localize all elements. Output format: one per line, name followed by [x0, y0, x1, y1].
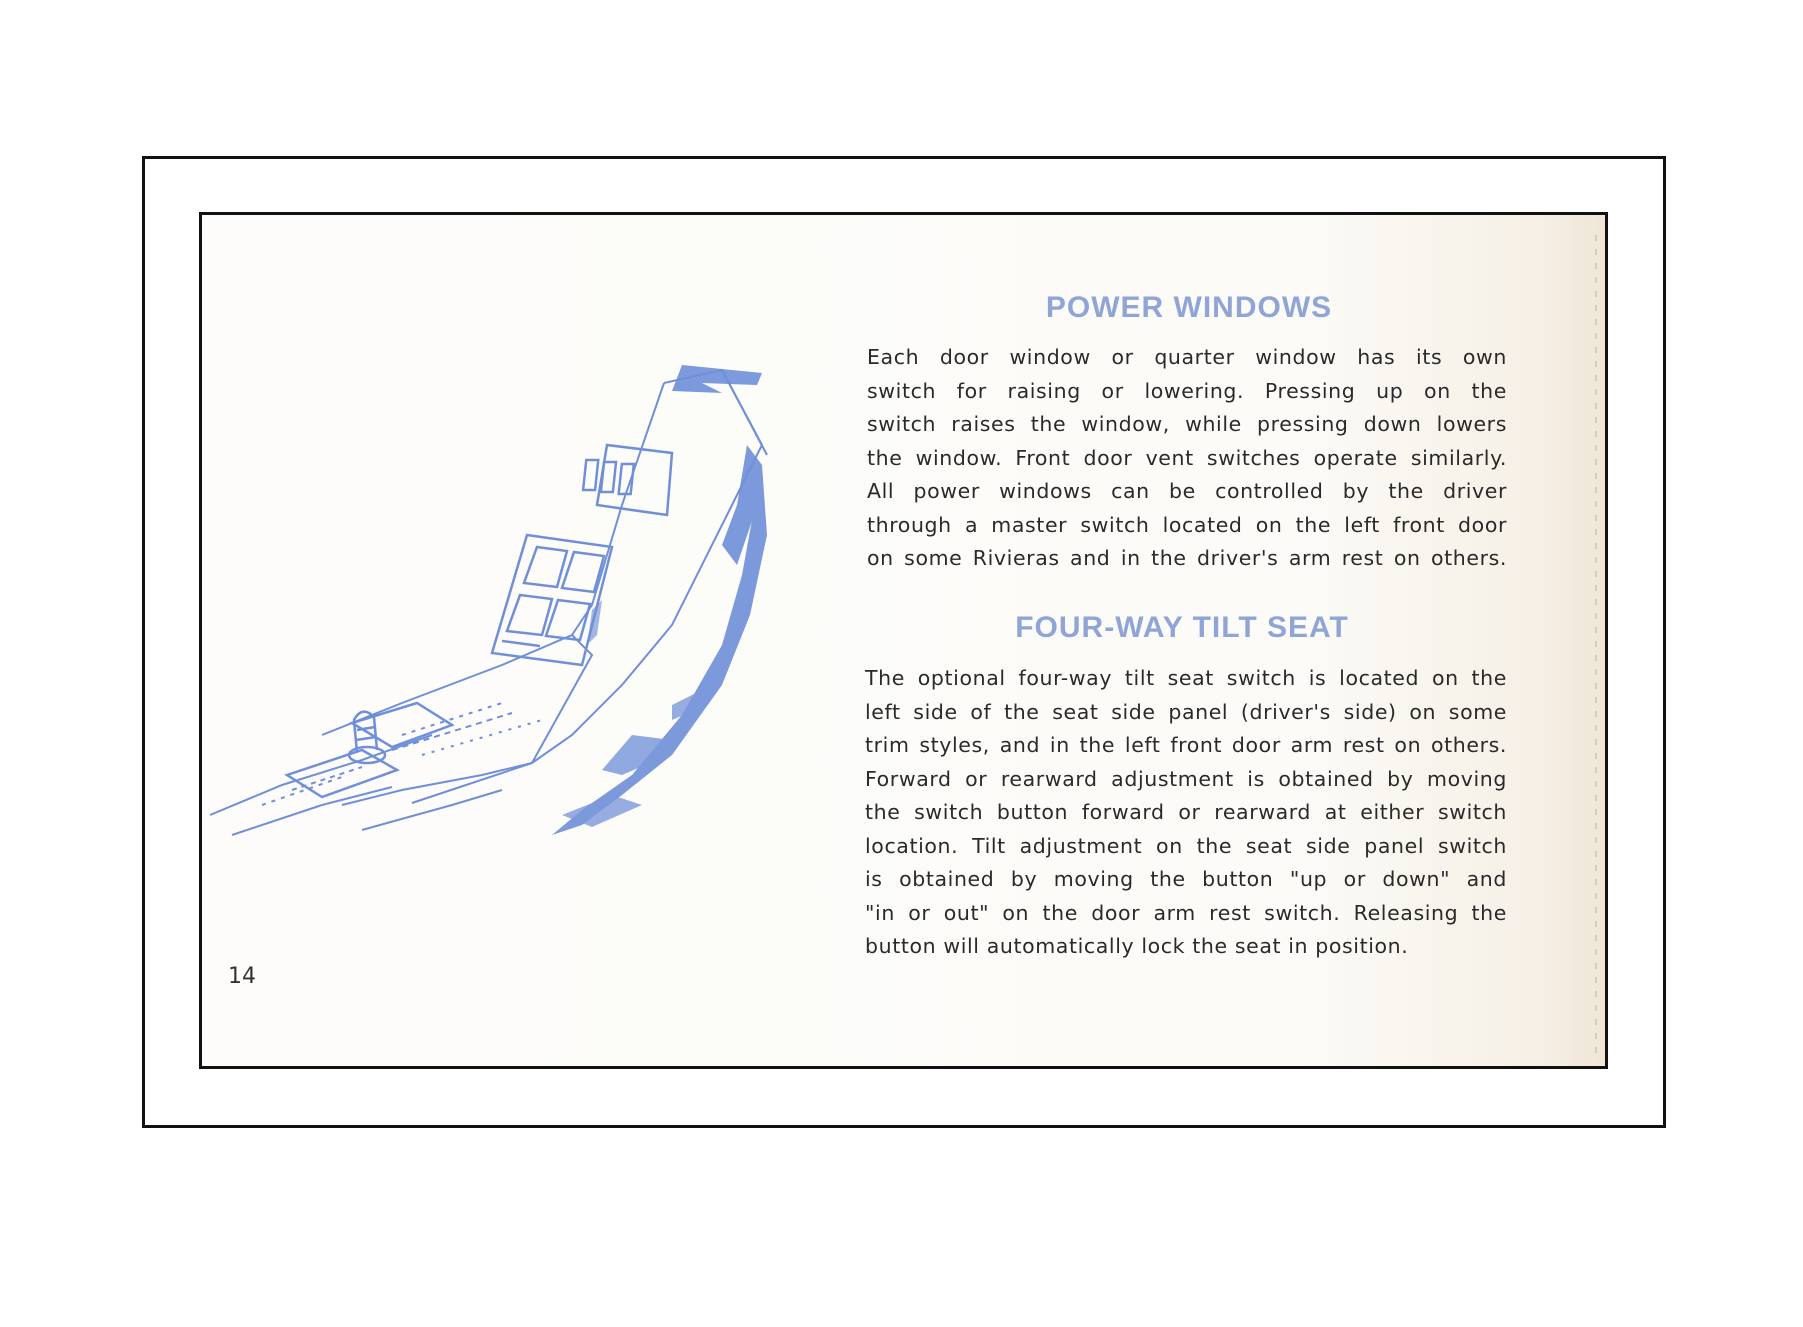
text-line: left side of the seat side panel (driver's side) on some	[865, 699, 1507, 724]
page-edge-shadow	[1595, 235, 1597, 1055]
power-windows-heading: POWER WINDOWS	[1045, 291, 1333, 324]
text-line: location. Tilt adjustment on the seat side panel switch	[865, 833, 1507, 858]
text-line: The optional four-way tilt seat switch is located on the	[865, 666, 1507, 690]
text-line: through a master switch located on the left front door	[867, 512, 1507, 537]
text-line: All power windows can be controlled by the driver	[867, 479, 1507, 503]
armrest-outline	[210, 370, 767, 835]
text-line: trim styles, and in the left front door arm rest on others.	[865, 733, 1507, 757]
text-line: switch raises the window, while pressing down lowers	[867, 412, 1507, 436]
tilt-seat-paragraph	[865, 662, 1507, 964]
text-line: "in or out" on the door arm rest switch. Releasing the	[865, 900, 1507, 925]
power-windows-paragraph	[867, 341, 1507, 576]
manual-page	[199, 212, 1608, 1069]
tilt-seat-heading: FOUR-WAY TILT SEAT	[1015, 611, 1349, 644]
text-line: Forward or rearward adjustment is obtained by moving	[865, 766, 1507, 791]
text-line: on some Rivieras and in the driver's arm rest on others.	[867, 546, 1507, 570]
page-number: 14	[228, 964, 256, 989]
text-line: the window. Front door vent switches operate similarly.	[867, 445, 1507, 470]
armrest-shading	[552, 365, 767, 835]
vent-switches	[583, 445, 672, 515]
text-line: is obtained by moving the button "up or down" and	[865, 867, 1507, 891]
text-line: switch for raising or lowering. Pressing up on the	[867, 378, 1507, 403]
text-line: button will automatically lock the seat in position.	[865, 934, 1409, 958]
armrest-switch-illustration	[202, 215, 822, 1069]
text-line: the switch button forward or rearward at either switch	[865, 800, 1507, 824]
text-line: Each door window or quarter window has its own	[867, 345, 1507, 369]
